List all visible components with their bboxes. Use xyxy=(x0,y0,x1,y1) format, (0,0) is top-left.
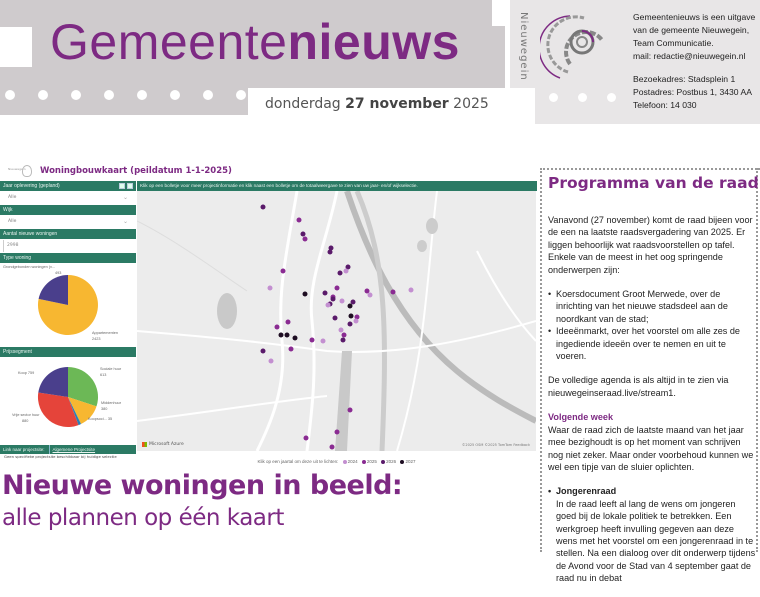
next-week-heading: Volgende week xyxy=(548,412,614,423)
dot xyxy=(607,93,616,102)
pie-value: 493 xyxy=(55,271,62,275)
column-border xyxy=(756,168,758,552)
price-label: Prijssegment xyxy=(3,349,32,355)
chevron-down-icon: ⌄ xyxy=(122,194,128,201)
topics-list xyxy=(548,288,756,362)
pie-label: Koopsoci... 35 xyxy=(88,417,113,421)
colophon-line: Postadres: Postbus 1, 3430 AA xyxy=(633,87,752,97)
raad-column-body xyxy=(548,214,756,597)
count-label: Aantal nieuwe woningen xyxy=(3,231,58,237)
pie-svg xyxy=(36,273,100,337)
project-map[interactable] xyxy=(137,191,536,451)
map-instruction-bar: Klik op een bolletje voor meer projectinformatie en klik naast een bolletje om de totaalweergave te zien van uw jaar- en/of wijkselectie. xyxy=(137,181,537,191)
dot xyxy=(549,93,558,102)
legend-item-2025[interactable]: 2025 xyxy=(366,459,377,464)
legend-dot-icon xyxy=(400,460,404,464)
type-label: Type woning xyxy=(3,255,32,261)
dot xyxy=(38,90,48,100)
date-weekday: donderdag xyxy=(265,96,341,112)
pie-value: 880 xyxy=(22,419,29,423)
legend-dot-icon xyxy=(343,460,347,464)
project-link-row xyxy=(0,445,136,454)
legend-prompt: Klik op een jaartal om deze uit te lichten: xyxy=(257,459,339,464)
filter-header-year xyxy=(0,181,136,191)
microsoft-logo-icon xyxy=(142,442,147,447)
dot xyxy=(236,90,246,100)
colophon-line: Telefoon: 14 030 xyxy=(633,100,697,110)
decorative-dots xyxy=(5,90,246,100)
issue-date xyxy=(265,96,489,112)
dot xyxy=(137,90,147,100)
project-link-note: Geen specifieke projectsite beschikbaar bij huidige selectie xyxy=(4,454,117,459)
map-copyright[interactable]: ©2025 OSM ©2025 TomTom Feedback xyxy=(461,443,530,447)
youth-council-text-item xyxy=(548,498,756,585)
next-week-paragraph: Waar de raad zich de laatste maand van het jaar mee bezighoudt is op het moment van schrijven nog niet zeker. Maar onder voorbehoud kunnen we wel een tipje van de sluier oplichten. xyxy=(548,424,754,472)
agenda-paragraph: De volledige agenda is als altijd in te zien via nieuwegeinseraad.live/stream1. xyxy=(548,375,729,398)
wijk-select[interactable] xyxy=(0,215,136,229)
dashboard-logo-icon xyxy=(22,165,32,177)
date-day-month: 27 november xyxy=(345,96,449,112)
pie-label: Vrije sector huur xyxy=(12,413,40,417)
legend-item-2024[interactable]: 2024 xyxy=(347,459,358,464)
dot xyxy=(71,90,81,100)
date-year: 2025 xyxy=(453,96,489,112)
dot xyxy=(578,93,587,102)
masthead-corner xyxy=(492,0,506,26)
list-item: • Koersdocument Groot Merwede, over de inrichting van het nieuwe stadsdeel aan de noordkant van de stad; xyxy=(548,288,756,325)
dot xyxy=(170,90,180,100)
pie-value: 380 xyxy=(101,407,108,411)
filter-clear-icon[interactable] xyxy=(119,183,125,189)
intro-paragraph: Vanavond (27 november) komt de raad bijeen voor de een na laatste raadsvergadering van 2025. Er liggen behoorlijk wat raadsvoorstellen op tafel. Enkele van de meest in het oog springende onderwerpen zijn: xyxy=(548,215,753,275)
article-headline: Nieuwe woningen in beeld: xyxy=(2,470,403,501)
dot xyxy=(104,90,114,100)
count-header xyxy=(0,229,136,239)
dot xyxy=(5,90,15,100)
map-legend xyxy=(137,459,536,464)
next-week-list xyxy=(548,485,756,584)
youth-council-text: In de raad leeft al lang de wens om jongeren goed bij de lokale politiek te betrekken. Een werkgroep heeft invulling gegeven aan deze wens met het voorstel om een jongerenraad in te stellen. Na een dialoog over dit onderwerp tijdens de Avond voor de Stad van 4 september gaat de raad nu in debat xyxy=(556,498,756,584)
newspaper-title xyxy=(50,13,460,71)
count-value: 2998 xyxy=(3,240,133,252)
legend-dot-icon xyxy=(381,460,385,464)
price-header xyxy=(0,347,136,357)
select-value: Alle xyxy=(8,195,17,200)
legend-item-2026[interactable]: 2026 xyxy=(386,459,397,464)
pie-value: 613 xyxy=(100,373,107,377)
legend-item-2027[interactable]: 2027 xyxy=(405,459,416,464)
dashboard-title: Woningbouwkaart (peildatum 1-1-2025) xyxy=(40,166,232,176)
colophon-email[interactable]: mail: redactie@nieuwegein.nl xyxy=(633,51,746,61)
side-decorative-dots xyxy=(549,93,616,102)
nieuwegein-logo-icon xyxy=(540,8,610,80)
chevron-down-icon: ⌄ xyxy=(122,218,128,225)
map-attribution xyxy=(142,442,184,447)
filter-toolbar xyxy=(119,183,133,189)
map-svg xyxy=(137,191,536,451)
type-header xyxy=(0,253,136,263)
municipality-label: Nieuwegein xyxy=(518,12,529,81)
youth-council-heading: • Jongerenraad xyxy=(548,485,756,497)
colophon xyxy=(633,11,755,112)
dashboard-header xyxy=(0,165,540,181)
list-item: • Ideeënmarkt, over het voorstel om alle zes de ingediende ideeën over te nemen en uit te voeren. xyxy=(548,325,756,362)
project-link-label: Link naar projectsite: xyxy=(3,447,45,452)
dashboard-filters xyxy=(0,181,136,471)
article-subheadline: alle plannen op één kaart xyxy=(2,505,284,531)
dot xyxy=(203,90,213,100)
legend-dot-icon xyxy=(362,460,366,464)
pie-label: Koop 759 xyxy=(18,371,35,375)
masthead-notch xyxy=(0,27,32,67)
colophon-line: Gemeentenieuws is een uitgave xyxy=(633,12,756,22)
filter-label: Wijk xyxy=(3,207,13,213)
attribution-text: Microsoft Azure xyxy=(149,442,184,447)
type-pie-chart[interactable] xyxy=(0,263,136,347)
dashboard-logo-text: Nieuwegein xyxy=(8,167,26,171)
year-select[interactable] xyxy=(0,191,136,205)
pie-label: Sociale huur xyxy=(100,367,122,371)
price-pie-chart[interactable] xyxy=(0,357,136,445)
pie-label: Middenhuur xyxy=(101,401,122,405)
title-regular: Gemeente xyxy=(50,14,288,70)
pie-value: 2423 xyxy=(92,337,101,341)
filter-header-wijk xyxy=(0,205,136,215)
project-site-link[interactable]: Algemene Projectsite xyxy=(49,445,96,454)
colophon-line: Bezoekadres: Stadsplein 1 xyxy=(633,74,736,84)
select-value: Alle xyxy=(8,219,17,224)
filter-focus-icon[interactable] xyxy=(127,183,133,189)
pie-label: Grondgebonden woningen (v... xyxy=(3,265,55,269)
title-bold: nieuws xyxy=(287,14,460,70)
raad-column-title: Programma van de raad xyxy=(548,174,759,192)
filter-label: Jaar oplevering (gepland) xyxy=(3,183,60,189)
pie-label: Appartementen xyxy=(92,331,118,335)
colophon-line: Team Communicatie. xyxy=(633,38,714,48)
colophon-line: van de gemeente Nieuwegein, xyxy=(633,25,750,35)
